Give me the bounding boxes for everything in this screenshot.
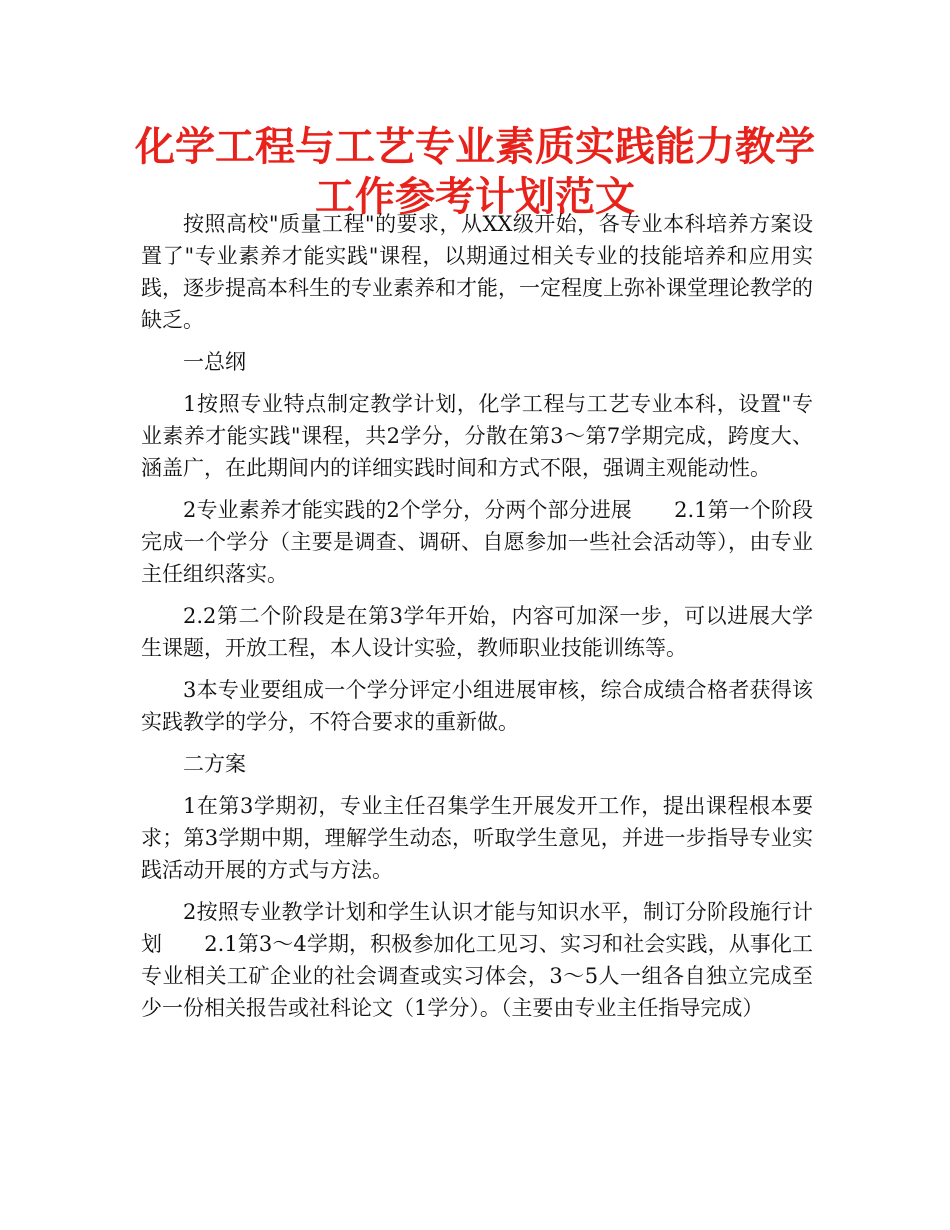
paragraph-general-3: 3本专业要组成一个学分评定小组进展审核，综合成绩合格者获得该实践教学的学分，不符合要求的重新做。 [141,678,813,734]
paragraph-general-1: 1按照专业特点制定教学计划，化学工程与工艺专业本科，设置"专业素养才能实践"课程，共2学分，分散在第3～第7学期完成，跨度大、涵盖广，在此期间内的详细实践时间和方式不限，强调主观能动性。 [141,392,813,480]
paragraph-general-2: 2专业素养才能实践的2个学分，分两个部分进展 2.1第一个阶段完成一个学分（主要是调查、调研、自愿参加一些社会活动等），由专业主任组织落实。 [141,498,813,586]
paragraph-plan-1: 1在第3学期初，专业主任召集学生开展发开工作，提出课程根本要求；第3学期中期，理解学生动态，听取学生意见，并进一步指导专业实践活动开展的方式与方法。 [141,794,813,882]
paragraph-intro: 按照高校"质量工程"的要求，从XX级开始，各专业本科培养方案设置了"专业素养才能实践"课程，以期通过相关专业的技能培养和应用实践，逐步提高本科生的专业素养和才能，一定程度上弥补课堂理论教学的缺乏。 [141,212,813,332]
section-heading-plan: 二方案 [183,752,246,776]
section-heading-general: 一总纲 [183,350,246,374]
document-title: 化学工程与工艺专业素质实践能力教学工作参考计划范文 [135,124,815,220]
paragraph-general-2-2: 2.2第二个阶段是在第3学年开始，内容可加深一步，可以进展大学生课题，开放工程，本人设计实验，教师职业技能训练等。 [141,604,813,660]
document-body [141,208,813,1034]
paragraph-plan-2: 2按照专业教学计划和学生认识才能与知识水平，制订分阶段施行计划 2.1第3～4学期，积极参加化工见习、实习和社会实践，从事化工专业相关工矿企业的社会调查或实习体会，3～5人一组各自独立完成至少一份相关报告或社科论文（1学分）。（主要由专业主任指导完成） [141,900,813,1020]
